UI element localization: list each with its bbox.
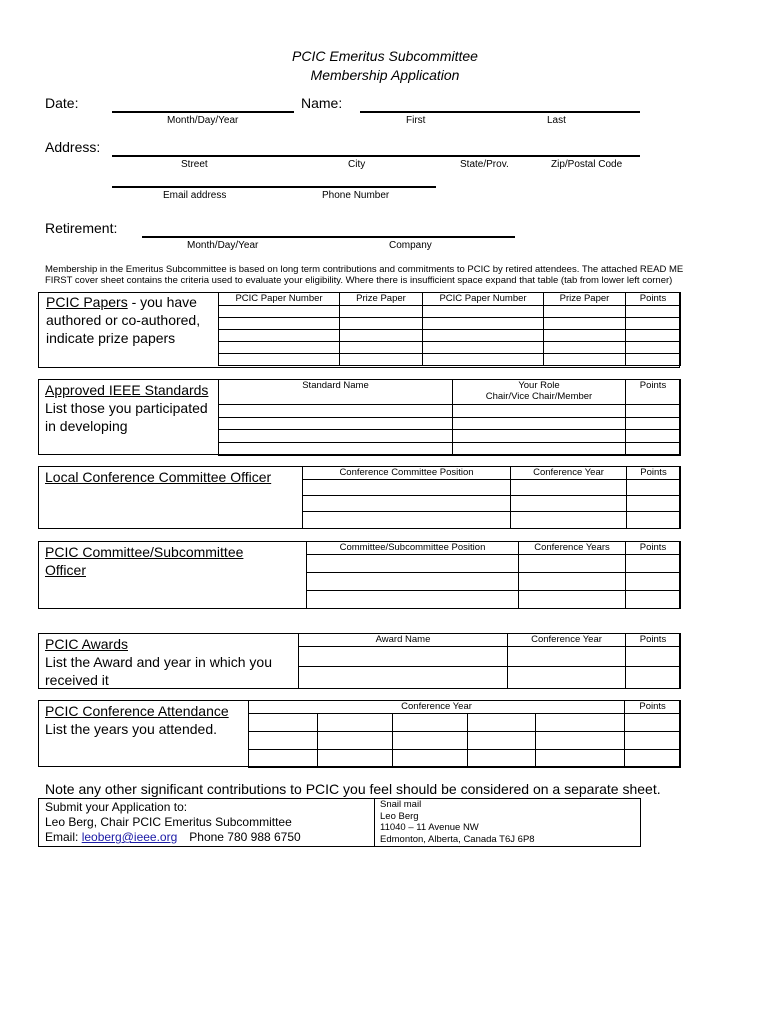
submit-divider <box>374 798 375 847</box>
local-header-year: Conference Year <box>511 467 627 480</box>
snail-street: 11040 – 11 Avenue NW <box>380 822 479 833</box>
retirement-field[interactable] <box>142 236 515 238</box>
local-header-points: Points <box>627 467 681 480</box>
standards-header-name: Standard Name <box>219 380 453 405</box>
committee-title: PCIC Committee/Subcommittee Officer <box>45 544 244 578</box>
table-cell[interactable] <box>393 750 468 768</box>
retirement-label: Retirement: <box>45 220 118 236</box>
address-label: Address: <box>45 139 101 155</box>
local-title: Local Conference Committee Officer <box>45 469 272 485</box>
papers-header-prize-2: Prize Paper <box>544 293 626 306</box>
table-cell[interactable] <box>219 354 340 366</box>
table-cell[interactable] <box>536 750 625 768</box>
table-cell[interactable] <box>423 306 544 318</box>
table-cell[interactable] <box>453 418 626 430</box>
table-cell[interactable] <box>303 512 511 529</box>
table-cell[interactable] <box>626 342 681 354</box>
papers-title <box>46 293 218 347</box>
awards-table <box>298 633 681 689</box>
standards-title <box>45 381 217 435</box>
table-cell[interactable] <box>544 342 626 354</box>
table-cell[interactable] <box>318 750 393 768</box>
attendance-title-underlined: PCIC Conference Attendance <box>45 703 229 719</box>
table-cell[interactable] <box>627 480 681 496</box>
table-cell[interactable] <box>340 318 423 330</box>
table-cell[interactable] <box>511 480 627 496</box>
snail-mail <box>380 799 535 845</box>
name-first-hint: First <box>406 115 426 126</box>
table-cell[interactable] <box>468 750 536 768</box>
table-cell[interactable] <box>626 354 681 366</box>
attendance-title-rest: List the years you attended. <box>45 721 217 737</box>
standards-header-role-line2: Chair/Vice Chair/Member <box>485 391 593 402</box>
table-cell[interactable] <box>519 573 626 591</box>
table-cell[interactable] <box>626 405 681 418</box>
local-table <box>302 466 681 529</box>
attendance-title <box>45 702 245 738</box>
awards-title-rest: List the Award and year in which you received it <box>45 654 272 688</box>
table-cell[interactable] <box>536 714 625 732</box>
intro-line-1: Membership in the Emeritus Subcommittee is based on long term contributions and commitments to PCIC by retired attendees. The attached READ ME <box>45 264 684 275</box>
papers-header-number-2: PCIC Paper Number <box>423 293 544 306</box>
table-cell[interactable] <box>453 430 626 443</box>
table-cell[interactable] <box>299 667 508 689</box>
standards-header-role-line1: Your Role <box>518 380 560 391</box>
table-cell[interactable] <box>299 647 508 667</box>
table-cell[interactable] <box>318 732 393 750</box>
zip-hint: Zip/Postal Code <box>551 159 623 170</box>
table-cell[interactable] <box>626 418 681 430</box>
standards-table <box>218 379 681 456</box>
table-cell[interactable] <box>544 306 626 318</box>
table-cell[interactable] <box>219 405 453 418</box>
table-cell[interactable] <box>340 354 423 366</box>
table-cell[interactable] <box>468 732 536 750</box>
table-cell[interactable] <box>219 418 453 430</box>
awards-header-name: Award Name <box>299 634 508 647</box>
table-cell[interactable] <box>219 306 340 318</box>
table-cell[interactable] <box>318 714 393 732</box>
table-cell[interactable] <box>249 732 318 750</box>
committee-header-points: Points <box>626 542 681 555</box>
email-label: Email: <box>45 830 82 844</box>
name-field[interactable] <box>360 111 640 113</box>
awards-title <box>45 635 297 689</box>
papers-header-points: Points <box>626 293 681 306</box>
table-cell[interactable] <box>625 750 681 768</box>
table-cell[interactable] <box>508 667 626 689</box>
table-cell[interactable] <box>626 647 681 667</box>
table-cell[interactable] <box>219 330 340 342</box>
table-cell[interactable] <box>340 342 423 354</box>
submit-heading: Submit your Application to: <box>45 800 188 814</box>
retirement-date-hint: Month/Day/Year <box>187 240 259 251</box>
awards-header-points: Points <box>626 634 681 647</box>
awards-title-underlined: PCIC Awards <box>45 636 128 652</box>
table-cell[interactable] <box>249 750 318 768</box>
email-hint: Email address <box>163 190 227 201</box>
table-cell[interactable] <box>303 496 511 512</box>
table-cell[interactable] <box>519 555 626 573</box>
table-cell[interactable] <box>307 573 519 591</box>
submit-email-line <box>45 830 301 845</box>
attendance-table <box>248 700 681 768</box>
table-cell[interactable] <box>423 354 544 366</box>
table-cell[interactable] <box>423 330 544 342</box>
papers-title-rest: - you have authored or co-authored, indicate prize papers <box>46 294 201 346</box>
table-cell[interactable] <box>625 714 681 732</box>
table-cell[interactable] <box>508 647 626 667</box>
table-cell[interactable] <box>219 430 453 443</box>
phone-hint: Phone Number <box>322 190 390 201</box>
date-label: Date: <box>45 95 79 111</box>
table-cell[interactable] <box>627 512 681 529</box>
table-cell[interactable] <box>307 555 519 573</box>
table-cell[interactable] <box>627 496 681 512</box>
table-cell[interactable] <box>340 330 423 342</box>
state-hint: State/Prov. <box>460 159 509 170</box>
table-cell[interactable] <box>249 714 318 732</box>
address-field[interactable] <box>112 155 640 157</box>
snail-city: Edmonton, Alberta, Canada T6J 6P8 <box>380 833 535 845</box>
table-cell[interactable] <box>511 512 627 529</box>
standards-title-rest: List those you participated in developing <box>45 400 208 434</box>
submit-info <box>45 800 301 845</box>
form-title: PCIC Emeritus Subcommittee <box>292 48 478 64</box>
table-cell[interactable] <box>423 342 544 354</box>
snail-name: Leo Berg <box>380 810 419 822</box>
table-cell[interactable] <box>393 714 468 732</box>
papers-header-number-1: PCIC Paper Number <box>219 293 340 306</box>
table-cell[interactable] <box>626 318 681 330</box>
table-cell[interactable] <box>626 330 681 342</box>
submit-contact: Leo Berg, Chair PCIC Emeritus Subcommittee <box>45 815 292 829</box>
table-cell[interactable] <box>626 306 681 318</box>
committee-header-position: Committee/Subcommittee Position <box>307 542 519 555</box>
table-cell[interactable] <box>423 318 544 330</box>
table-cell[interactable] <box>219 443 453 456</box>
date-field[interactable] <box>112 111 294 113</box>
standards-header-points: Points <box>626 380 681 405</box>
attendance-header-year: Conference Year <box>249 701 625 714</box>
table-cell[interactable] <box>626 443 681 456</box>
contributions-note: Note any other significant contributions to PCIC you feel should be considered on a separate sheet. <box>45 781 661 797</box>
local-header-position: Conference Committee Position <box>303 467 511 480</box>
table-cell[interactable] <box>453 405 626 418</box>
table-cell[interactable] <box>219 342 340 354</box>
form-subtitle: Membership Application <box>310 67 460 83</box>
committee-table <box>306 541 681 609</box>
awards-header-year: Conference Year <box>508 634 626 647</box>
table-cell[interactable] <box>626 667 681 689</box>
table-cell[interactable] <box>519 591 626 609</box>
name-label: Name: <box>301 95 343 111</box>
table-cell[interactable] <box>536 732 625 750</box>
papers-header-prize-1: Prize Paper <box>340 293 423 306</box>
standards-title-underlined: Approved IEEE Standards <box>45 382 209 398</box>
phone-number: Phone 780 988 6750 <box>189 830 301 844</box>
street-hint: Street <box>181 159 208 170</box>
table-cell[interactable] <box>626 591 681 609</box>
committee-header-years: Conference Years <box>519 542 626 555</box>
company-hint: Company <box>389 240 432 251</box>
table-cell[interactable] <box>626 555 681 573</box>
snail-label: Snail mail <box>380 799 422 810</box>
name-last-hint: Last <box>547 115 566 126</box>
table-cell[interactable] <box>626 573 681 591</box>
intro-line-2: FIRST cover sheet contains the criteria used to evaluate your eligibility. Where there is insufficient space expand that table (tab from lower left corner) <box>45 275 673 286</box>
table-cell[interactable] <box>544 330 626 342</box>
table-cell[interactable] <box>303 480 511 496</box>
email-phone-field[interactable] <box>112 186 436 188</box>
table-cell[interactable] <box>340 306 423 318</box>
table-cell[interactable] <box>307 591 519 609</box>
table-cell[interactable] <box>453 443 626 456</box>
table-cell[interactable] <box>393 732 468 750</box>
table-cell[interactable] <box>468 714 536 732</box>
standards-header-role <box>453 380 626 405</box>
table-cell[interactable] <box>544 318 626 330</box>
table-cell[interactable] <box>626 430 681 443</box>
attendance-header-points: Points <box>625 701 681 714</box>
papers-table <box>218 292 681 366</box>
email-link[interactable]: leoberg@ieee.org <box>81 830 178 844</box>
date-hint: Month/Day/Year <box>167 115 239 126</box>
table-cell[interactable] <box>544 354 626 366</box>
papers-title-underlined: PCIC Papers <box>46 294 128 310</box>
table-cell[interactable] <box>625 732 681 750</box>
table-cell[interactable] <box>219 318 340 330</box>
table-cell[interactable] <box>511 496 627 512</box>
city-hint: City <box>348 159 366 170</box>
